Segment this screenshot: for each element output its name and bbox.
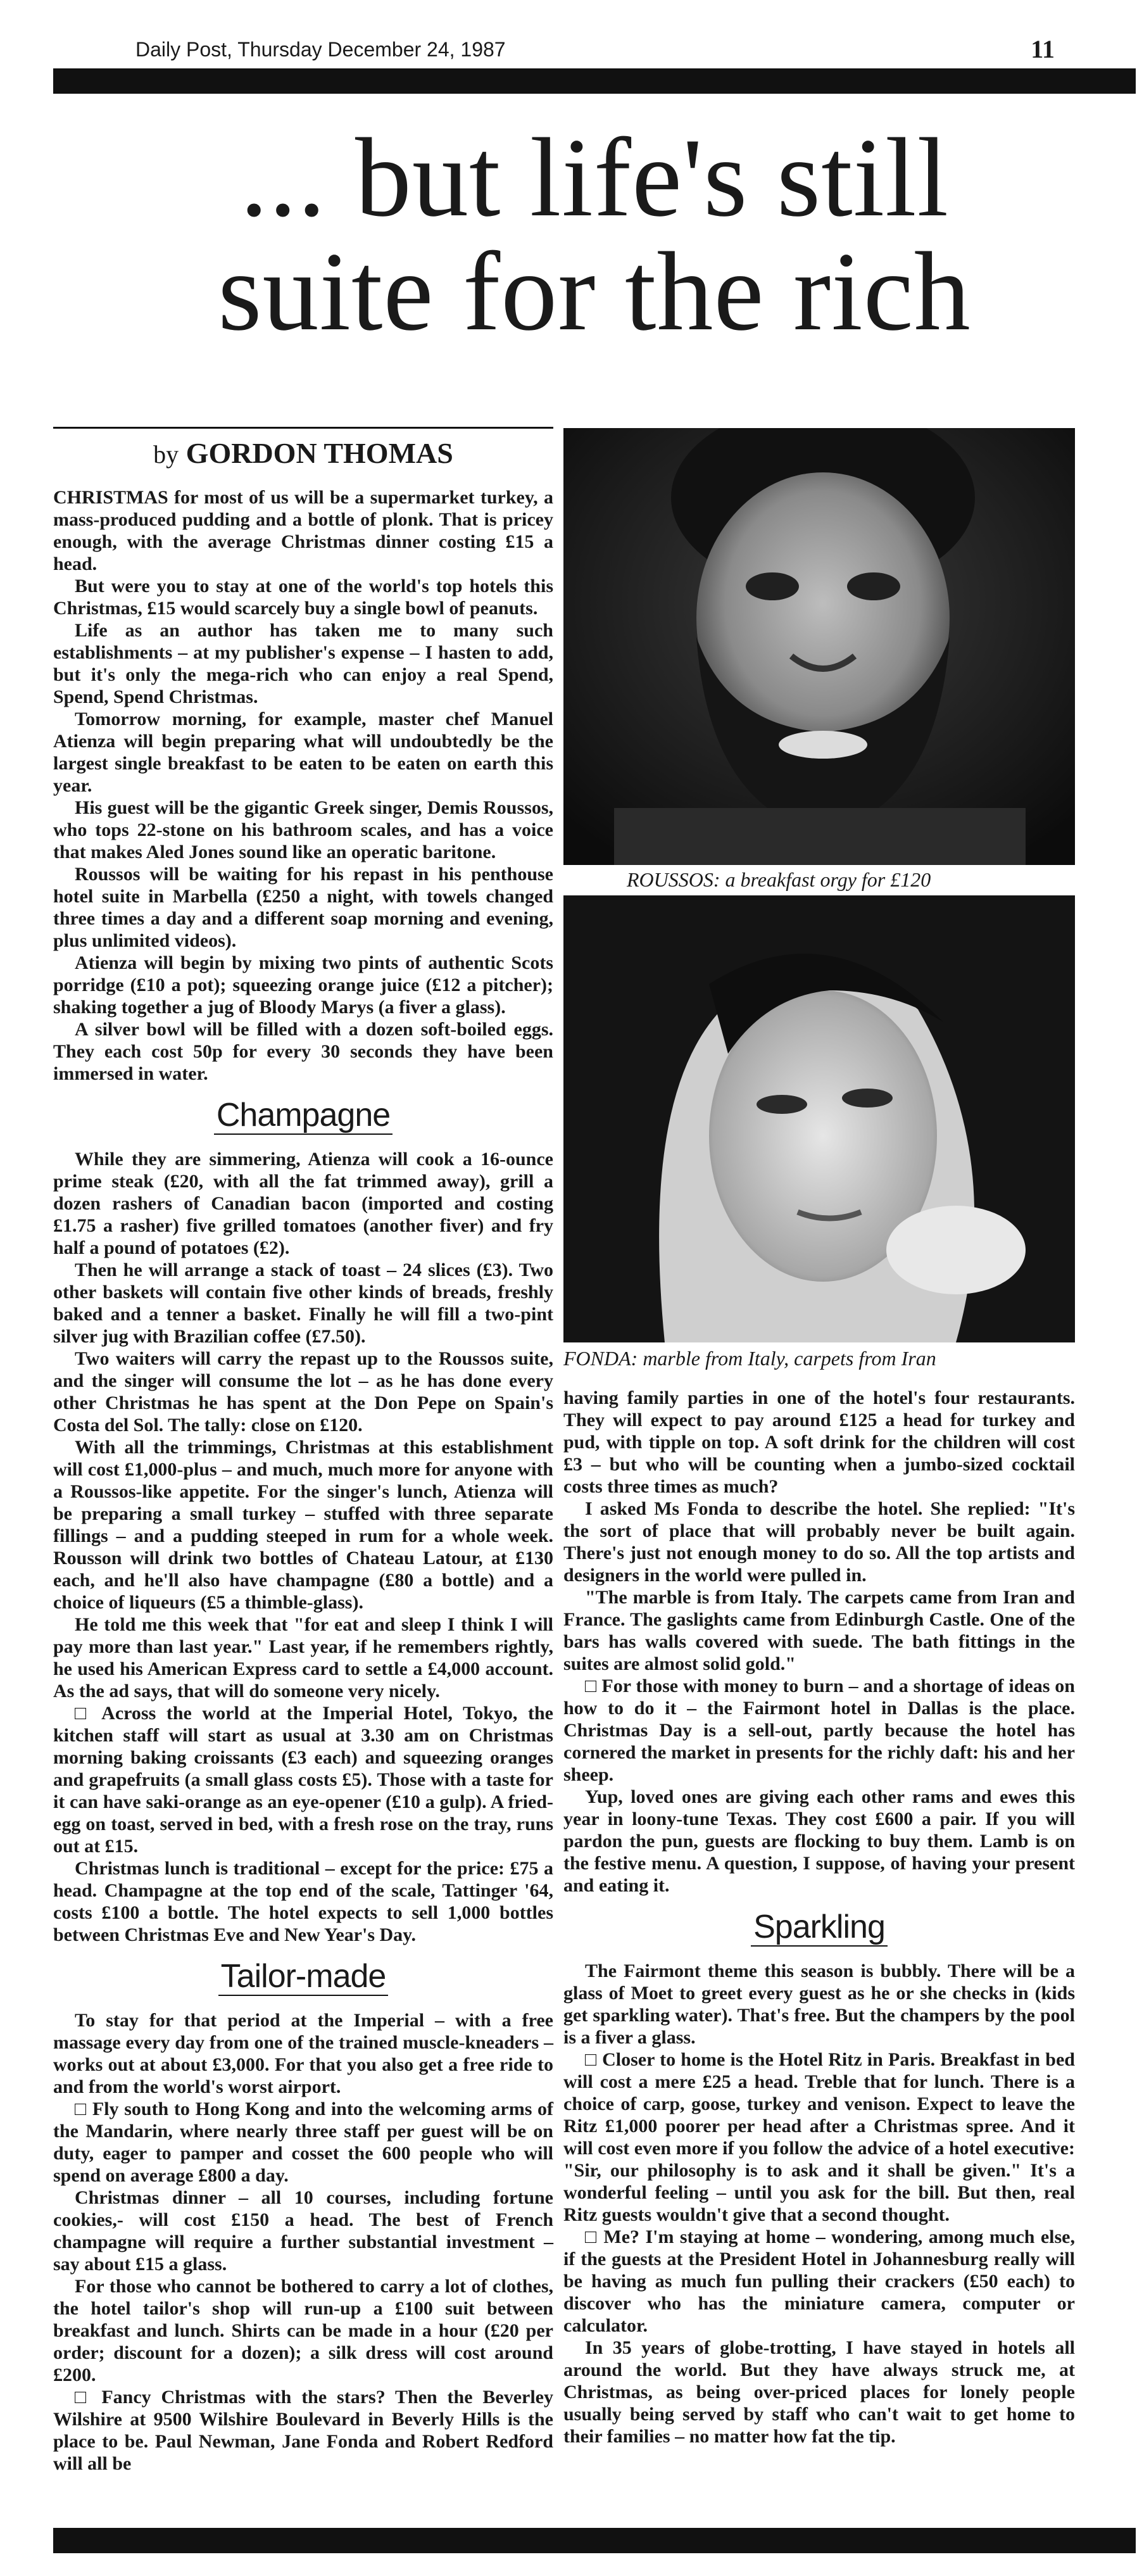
paragraph: "The marble is from Italy. The carpets came from Iran and France. The gaslights came from Edinburgh Castle. One of the bars has walls covered with suede. The bath fittings in the suites are almost solid gold." [563, 1587, 1075, 1674]
subhead-sparkling [563, 1908, 1075, 1946]
paragraph: Christmas lunch is traditional – except for the price: £75 a head. Champagne at the top end of the scale, Tattinger '64, costs £100 a bottle. The hotel expects to sell 1,000 bottles between Christmas Eve and New Year's Day. [53, 1858, 553, 1945]
paragraph: Roussos will be waiting for his repast in his penthouse hotel suite in Marbella (£250 a night, with towels changed three times a day and a different soap morning and evening, plus unlimited videos). [53, 864, 553, 951]
paragraph: □ Closer to home is the Hotel Ritz in Paris. Breakfast in bed will cost a mere £25 a head. Treble that for lunch. There is a choice of carp, goose, turkey and venison. Expect to leave the Ritz £1,000 poorer per head after a Christmas spree. And it will cost even more if you follow the advice of a hotel executive: "Sir, our philosophy is to ask and it shall be given." It's a wonderful feeling – until you ask for the bill. But then, real Ritz guests wouldn't give that a second thought. [563, 2049, 1075, 2225]
byline-author: GORDON THOMAS [185, 437, 453, 469]
paragraph: Atienza will begin by mixing two pints of authentic Scots porridge (£10 a pot); squeezing orange juice (£12 a pitcher); shaking together a jug of Bloody Marys (a fiver a glass). [53, 952, 553, 1018]
paragraph: Then he will arrange a stack of toast – 24 slices (£3). Two other baskets will contain five other kinds of breads, freshly baked and a tenner a basket. Finally he will fill a two-pint silver jug with Brazilian coffee (£7.50). [53, 1260, 553, 1347]
headline-line-1: ... but life's still [239, 115, 950, 240]
subhead-text: Sparkling [751, 1909, 888, 1947]
paragraph: having family parties in one of the hotel's four restaurants. They will expect to pay around £125 a head for turkey and pud, with tipple on top. A soft drink for the children will cost £3 – but who will be counting when a jumbo-sized cocktail costs three times as much? [563, 1387, 1075, 1497]
paragraph: Tomorrow morning, for example, master chef Manuel Atienza will begin preparing what will undoubtedly be the largest single breakfast to be eaten to be eaten on earth this year. [53, 709, 553, 796]
paragraph: I asked Ms Fonda to describe the hotel. She replied: "It's the sort of place that will probably never be built again. There's just not enough money to do so. All the top artists and designers in the world were pulled in. [563, 1498, 1075, 1586]
page-number: 11 [1031, 35, 1055, 63]
paragraph: □ Me? I'm staying at home – wondering, among much else, if the guests at the President Hotel in Johannesburg really will be having as much fun pulling their crackers (£50 each) to discover who has the miniature camera, computer or calculator. [563, 2226, 1075, 2336]
headline [53, 115, 1136, 354]
paragraph: The Fairmont theme this season is bubbly. There will be a glass of Moet to greet every guest as he or she checks in (kids get sparkling water). That's free. But the champers by the pool is a fiver a glass. [563, 1960, 1075, 2048]
paragraph: Life as an author has taken me to many such establishments – at my publisher's expense – I hasten to add, but it's only the mega-rich who can enjoy a real Spend, Spend, Spend Christmas. [53, 620, 553, 707]
paragraph: To stay for that period at the Imperial – with a free massage every day from one of the trained muscle-kneaders – works out at about £3,000. For that you also get a free ride to and from the world's worst airport. [53, 2010, 553, 2097]
paragraph: □ Fly south to Hong Kong and into the welcoming arms of the Mandarin, where nearly three staff per guest will be on duty, eager to pamper and cosset the 600 people who will spend on average £800 a day. [53, 2099, 553, 2186]
subhead-text: Champagne [214, 1097, 393, 1135]
paragraph: A silver bowl will be filled with a dozen soft-boiled eggs. They each cost 50p for every 30 seconds they have been immersed in water. [53, 1019, 553, 1084]
article-column-right [563, 1387, 1075, 2447]
bottom-rule [53, 2528, 1136, 2553]
paragraph: □ Fancy Christmas with the stars? Then the Beverley Wilshire at 9500 Wilshire Boulevard in Beverly Hills is the place to be. Paul Newman, Jane Fonda and Robert Redford will all be [53, 2387, 553, 2474]
byline-by: by [153, 440, 179, 469]
fonda-portrait-image [563, 895, 1075, 1342]
paragraph: For those who cannot be bothered to carry a lot of clothes, the hotel tailor's shop will run-up a £100 suit between breakfast and lunch. Shirts can be made in a hour (£20 per order; discount for a dozen); a silk dress will cost around £200. [53, 2276, 553, 2385]
paragraph: But were you to stay at one of the world's top hotels this Christmas, £15 would scarcely buy a single bowl of peanuts. [53, 576, 553, 619]
paragraph: With all the trimmings, Christmas at this establishment will cost £1,000-plus – and much, much more for anyone with a Roussos-like appetite. For the singer's lunch, Atienza will be preparing a small turkey – stuffed with three separate fillings – and a pudding steeped in rum for a whole week. Rousson will drink two bottles of Chateau Latour, at £130 each, and he'll also have champagne (£80 a bottle) and a choice of liqueurs (£5 a thimble-glass). [53, 1437, 553, 1613]
paragraph: While they are simmering, Atienza will cook a 16-ounce prime steak (£20, with all the fat trimmed away), grill a dozen rashers of Canadian bacon (imported and costing £1.75 a rasher) five grilled tomatoes (another fiver) and fry half a pound of potatoes (£2). [53, 1149, 553, 1258]
roussos-photo [563, 428, 1075, 865]
top-rule [53, 68, 1136, 94]
paragraph: His guest will be the gigantic Greek singer, Demis Roussos, who tops 22-stone on his bathroom scales, and has a voice that makes Aled Jones sound like an operatic baritone. [53, 797, 553, 862]
paragraph: In 35 years of globe-trotting, I have stayed in hotels all around the world. But they have always struck me, at Christmas, as being over-priced places for lonely people usually being served by staff who can't wait to get home to their families – no matter how fat the tip. [563, 2337, 1075, 2447]
paragraph: □ For those with money to burn – and a shortage of ideas on how to do it – the Fairmont hotel in Dallas is the place. Christmas Day is a sell-out, partly because the hotel has cornered the market in presents for the richly daft: his and her sheep. [563, 1676, 1075, 1785]
byline [53, 436, 553, 472]
byline-rule [53, 427, 553, 429]
page-header [53, 37, 1136, 62]
headline-line-2: suite for the rich [218, 229, 971, 354]
dateline: Daily Post, Thursday December 24, 1987 [135, 38, 506, 61]
subhead-tailor-made [53, 1957, 553, 1995]
paragraph: Two waiters will carry the repast up to the Roussos suite, and the singer will consume the lot – as he has done every other Christmas he has spent at the Don Pepe on Spain's Costa del Sol. The tally: close on £120. [53, 1348, 553, 1436]
fonda-photo [563, 895, 1075, 1342]
paragraph: Yup, loved ones are giving each other rams and ewes this year in loony-tune Texas. They cost £600 a pair. If you will pardon the pun, guests are flocking to buy them. Lamb is on the festive menu. A question, I suppose, of having your present and eating it. [563, 1786, 1075, 1896]
subhead-text: Tailor-made [218, 1958, 389, 1996]
paragraph: □ Across the world at the Imperial Hotel, Tokyo, the kitchen staff will start as usual at 3.30 am on Christmas morning baking croissants (£3 each) and squeezing oranges and grapefruits (a small glass costs £5). Those with a taste for it can have saki-orange as an eye-opener (£10 a gulp). A fried-egg on toast, served in bed, with a fresh rose on the tray, runs out at £15. [53, 1703, 553, 1857]
paragraph: CHRISTMAS for most of us will be a supermarket turkey, a mass-produced pudding and a bottle of plonk. That is pricey enough, with the average Christmas dinner costing £15 a head. [53, 487, 553, 574]
paragraph: He told me this week that "for eat and sleep I think I will pay more than last year." Last year, if he remembers rightly, he used his American Express card to settle a £4,000 account. As the ad says, that will do someone very nicely. [53, 1614, 553, 1702]
subhead-champagne [53, 1096, 553, 1134]
article-column-left [53, 486, 553, 2475]
fonda-caption: FONDA: marble from Italy, carpets from Iran [563, 1347, 936, 1370]
roussos-caption: ROUSSOS: a breakfast orgy for £120 [627, 868, 931, 891]
paragraph: Christmas dinner – all 10 courses, including fortune cookies,- will cost £150 a head. The best of French champagne will require a further substantial investment – say about £15 a glass. [53, 2187, 553, 2275]
roussos-portrait-image [563, 428, 1075, 865]
